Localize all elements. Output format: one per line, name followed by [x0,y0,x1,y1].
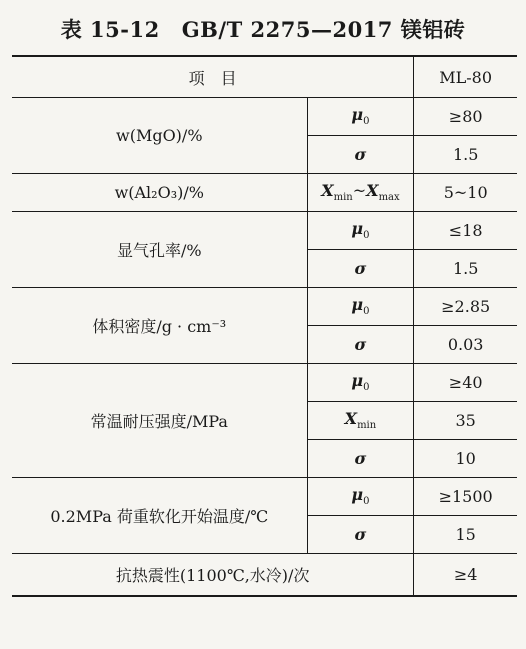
stat-symbol: $\mu_0$ [307,98,414,136]
table-number: 表 15-12 [60,17,160,42]
table-row [12,364,517,402]
stat-symbol: σ [307,326,414,364]
table-caption: GB/T 2275—2017 镁铝砖 [181,17,466,42]
stat-value: ≥1500 [414,478,517,516]
table-row [12,478,517,516]
header-item: 项 目 [12,56,414,98]
property-label: 体积密度/g · cm⁻³ [12,288,307,364]
stat-symbol: σ [307,440,414,478]
property-label: 抗热震性(1100℃,水冷)/次 [12,554,414,597]
header-grade: ML-80 [414,56,517,98]
property-label: 显气孔率/% [12,212,307,288]
stat-value: 15 [414,516,517,554]
header-row [12,56,517,98]
stat-symbol: $X_{min}$ [307,402,414,440]
table-row [12,212,517,250]
table-row [12,288,517,326]
property-label: 常温耐压强度/MPa [12,364,307,478]
stat-value: 35 [414,402,517,440]
stat-symbol: $\mu_0$ [307,212,414,250]
properties-table [12,55,517,597]
property-label: w(MgO)/% [12,98,307,174]
stat-value: 5~10 [414,174,517,212]
stat-symbol: $\mu_0$ [307,288,414,326]
property-label: w(Al₂O₃)/% [12,174,307,212]
stat-symbol: $\mu_0$ [307,364,414,402]
stat-symbol: σ [307,136,414,174]
stat-value: 10 [414,440,517,478]
stat-value: 1.5 [414,250,517,288]
stat-value: 1.5 [414,136,517,174]
table-title [0,14,526,44]
stat-value: ≥4 [414,554,517,597]
stat-value: 0.03 [414,326,517,364]
stat-symbol: $X_{min}\sim X_{max}$ [307,174,414,212]
stat-value: ≥80 [414,98,517,136]
table-row [12,174,517,212]
table-row [12,98,517,136]
table-row [12,554,517,597]
stat-value: ≥2.85 [414,288,517,326]
stat-symbol: σ [307,516,414,554]
stat-value: ≥40 [414,364,517,402]
stat-symbol: σ [307,250,414,288]
stat-symbol: $\mu_0$ [307,478,414,516]
property-label: 0.2MPa 荷重软化开始温度/℃ [12,478,307,554]
stat-value: ≤18 [414,212,517,250]
